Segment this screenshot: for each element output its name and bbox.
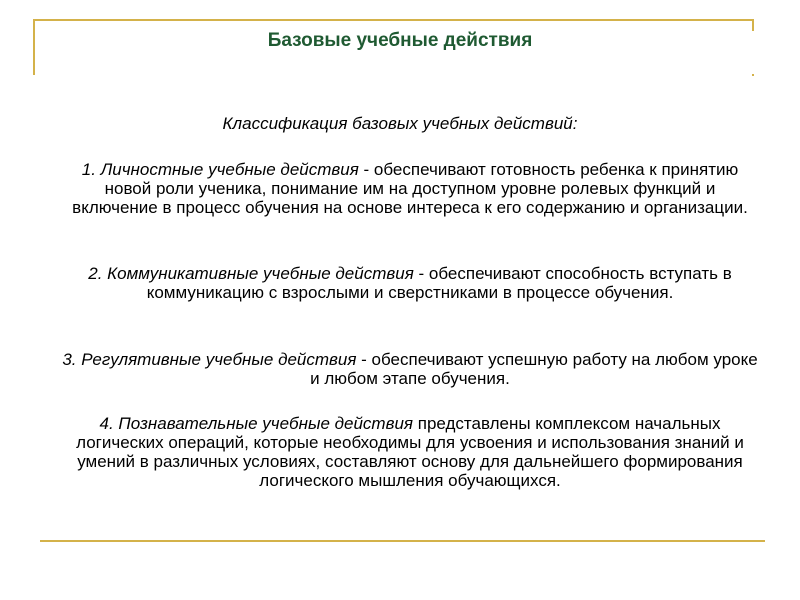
item-description: - обеспечивают способность вступать в коммуникацию с взрослыми и сверстниками в процессе обучения. [146,264,732,302]
bottom-divider [40,540,765,542]
top-divider [33,19,754,21]
item-description: - обеспечивают успешную работу на любом уроке и любом этапе обучения. [310,350,758,388]
item-term: 3. Регулятивные учебные действия [62,350,357,369]
item-term: 4. Познавательные учебные действия [99,414,414,433]
item-term: 2. Коммуникативные учебные действия [88,264,414,283]
slide-subtitle: Классификация базовых учебных действий: [222,114,578,133]
list-item-communicative [60,264,760,302]
item-description: - обеспечивают готовность ребенка к принятию новой роли ученика, понимание им на доступном уровне ролевых функций и включение в процесс обучения на основе интереса к его содержанию и организации. [72,160,748,217]
list-item-personal [60,160,760,217]
item-description: представлены комплексом начальных логических операций, которые необходимы для усвоения и использования знаний и умений в различных условиях, составляют основу для дальнейшего формирования логического мышления обучающихся. [76,414,744,490]
list-item-cognitive [60,414,760,490]
item-term: 1. Личностные учебные действия [81,160,359,179]
list-item-regulatory [60,350,760,388]
corner-dot [752,74,754,76]
slide-title: Базовые учебные действия [267,30,533,51]
